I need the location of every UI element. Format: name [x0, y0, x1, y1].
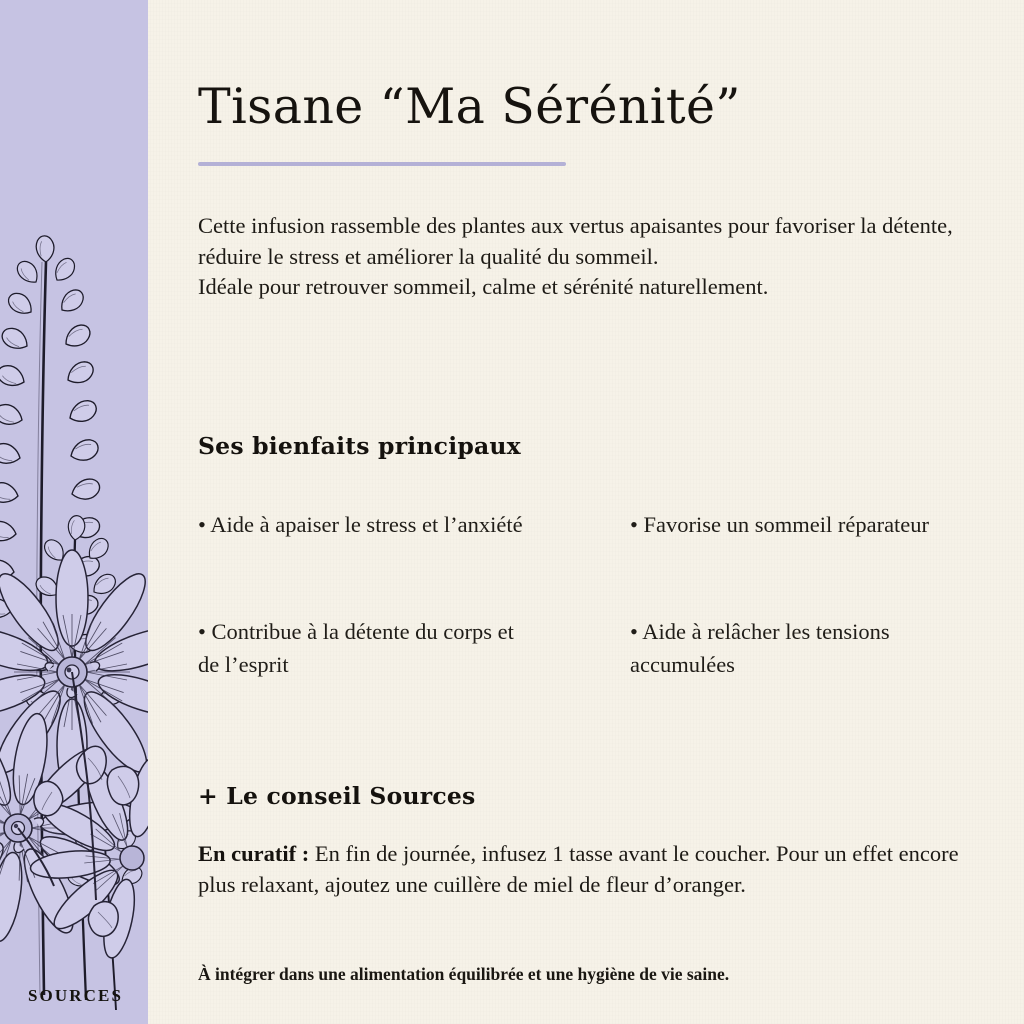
main-content [148, 0, 1024, 1024]
passion-flower-illustration [0, 550, 148, 960]
decorative-sidebar [0, 0, 148, 1024]
intro-description [198, 211, 980, 303]
intro-paragraph-1: Cette infusion rassemble des plantes aux vertus apaisantes pour favoriser la détente, réduire le stress et améliorer la qualité du sommeil. [198, 213, 953, 269]
conseil-lead-label: En curatif : [198, 841, 310, 866]
list-item: • Aide à apaiser le stress et l’anxiété [198, 512, 523, 537]
conseil-text: En fin de journée, infusez 1 tasse avant le coucher. Pour un effet encore plus relaxant, ajoutez une cuillère de miel de fleur d’oranger. [198, 841, 959, 897]
intro-paragraph-2: Idéale pour retrouver sommeil, calme et sérénité naturellement. [198, 274, 769, 299]
list-item: • Favorise un sommeil réparateur [630, 512, 930, 537]
conseil-heading: + Le conseil Sources [198, 781, 476, 810]
title-divider [198, 162, 566, 166]
list-item: • Contribue à la détente du corps et de l’esprit [198, 619, 514, 677]
page-title: Tisane “Ma Sérénité” [198, 77, 741, 135]
list-item: • Aide à relâcher les tensions accumulées [630, 619, 890, 677]
disclaimer-note: À intégrer dans une alimentation équilibrée et une hygiène de vie saine. [198, 964, 730, 984]
benefits-heading: Ses bienfaits principaux [198, 431, 521, 460]
brand-wordmark: SOURCES [28, 986, 124, 1005]
conseil-body [198, 838, 988, 900]
botanical-illustration [0, 0, 148, 1024]
benefits-list [198, 508, 988, 681]
